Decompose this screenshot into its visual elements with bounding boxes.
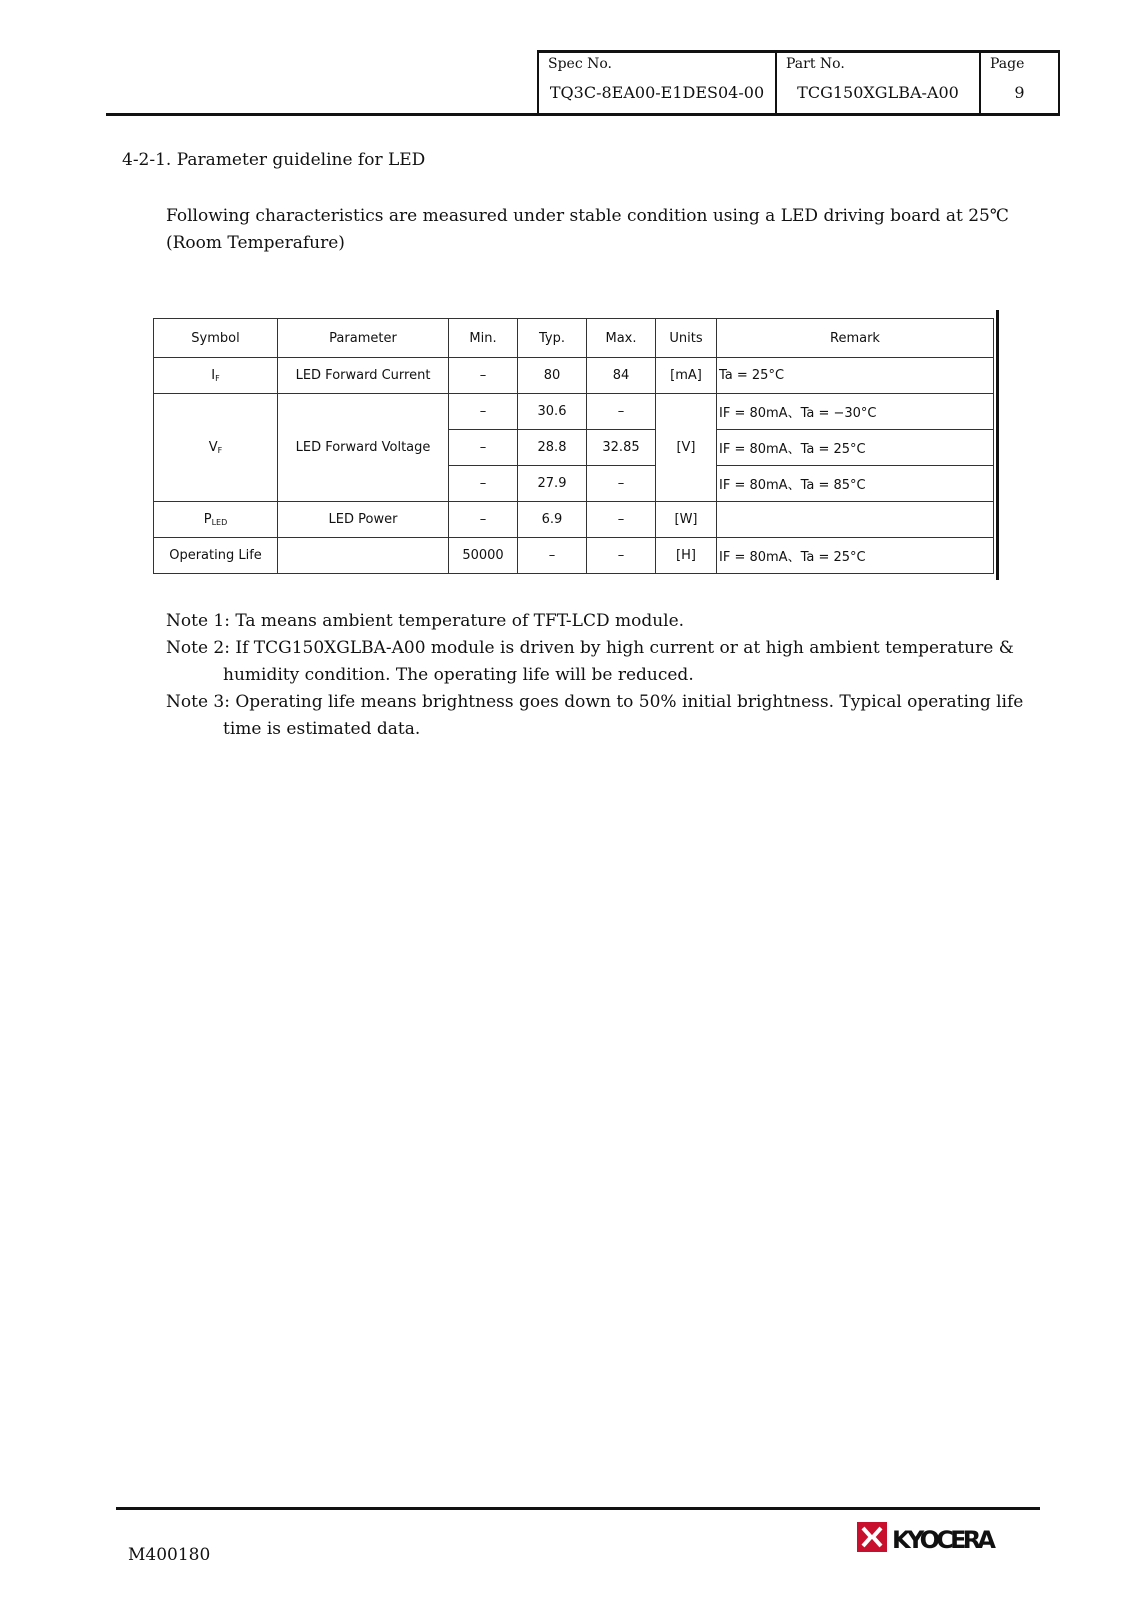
notes-block (166, 608, 1066, 743)
spec-no-value: TQ3C-8EA00-E1DES04-00 (549, 83, 765, 102)
typ-cell: 30.6 (518, 394, 587, 430)
table-row (154, 502, 994, 538)
min-cell: – (449, 394, 518, 430)
max-cell: – (587, 466, 656, 502)
units-cell: [H] (656, 538, 717, 574)
col-header-parameter: Parameter (278, 319, 449, 358)
note-2-line-1: Note 2: If TCG150XGLBA-A00 module is driven by high current or at high ambient temperature & (166, 638, 1014, 658)
max-cell: – (587, 394, 656, 430)
part-no-label: Part No. (786, 56, 845, 72)
col-header-max: Max. (587, 319, 656, 358)
note-3-line-2: time is estimated data. (223, 719, 421, 739)
parameter-cell (278, 538, 449, 574)
units-cell: [mA] (656, 358, 717, 394)
min-cell: – (449, 466, 518, 502)
note-3 (166, 689, 1066, 743)
remark-cell: IF = 80mA、Ta = −30°C (717, 394, 994, 430)
kyocera-logo-wordmark: KYOCERA (892, 1526, 996, 1554)
col-header-typ: Typ. (518, 319, 587, 358)
note-2-line-2: humidity condition. The operating life will be reduced. (223, 665, 694, 685)
table-row (154, 358, 994, 394)
table-row (154, 538, 994, 574)
table-header-row (154, 319, 994, 358)
kyocera-logo (855, 1518, 1000, 1556)
col-header-units: Units (656, 319, 717, 358)
symbol-subscript: F (217, 446, 223, 455)
symbol-text: V (208, 440, 218, 455)
remark-cell: IF = 80mA、Ta = 85°C (717, 466, 994, 502)
spec-no-label: Spec No. (548, 56, 613, 72)
table-row (154, 394, 994, 430)
symbol-cell (154, 502, 278, 538)
max-cell: 84 (587, 358, 656, 394)
parameter-cell: LED Forward Current (278, 358, 449, 394)
units-cell: [V] (656, 394, 717, 502)
min-cell: – (449, 430, 518, 466)
part-no-value: TCG150XGLBA-A00 (797, 83, 959, 102)
note-1: Note 1: Ta means ambient temperature of TFT-LCD module. (166, 611, 685, 631)
typ-cell: 27.9 (518, 466, 587, 502)
note-3-line-1: Note 3: Operating life means brightness goes down to 50% initial brightness. Typical operating life (166, 692, 1024, 712)
intro-line-1: Following characteristics are measured under stable condition using a LED driving board at 25℃ (166, 206, 1009, 226)
symbol-cell (154, 358, 278, 394)
symbol-subscript: F (215, 374, 220, 383)
symbol-text: P (203, 512, 212, 527)
symbol-cell: Operating Life (154, 538, 278, 574)
part-no-cell (777, 53, 981, 115)
spec-no-cell (539, 53, 777, 115)
kyocera-logo-mark (857, 1522, 887, 1552)
symbol-subscript: LED (211, 518, 228, 527)
min-cell: – (449, 358, 518, 394)
typ-cell: 28.8 (518, 430, 587, 466)
page-label: Page (990, 56, 1025, 72)
remark-cell: IF = 80mA、Ta = 25°C (717, 538, 994, 574)
document-code: M400180 (128, 1545, 211, 1565)
page-cell (981, 53, 1058, 115)
typ-cell: – (518, 538, 587, 574)
remark-cell: IF = 80mA、Ta = 25°C (717, 430, 994, 466)
section-intro (166, 203, 1046, 257)
note-2 (166, 635, 1066, 689)
section-heading: 4-2-1. Parameter guideline for LED (122, 150, 426, 170)
led-parameter-table (153, 318, 994, 574)
page-number: 9 (1014, 83, 1025, 102)
header-divider (106, 113, 1060, 116)
remark-cell (717, 502, 994, 538)
col-header-symbol: Symbol (154, 319, 278, 358)
min-cell: 50000 (449, 538, 518, 574)
symbol-cell (154, 394, 278, 502)
intro-line-2: (Room Temperafure) (166, 233, 345, 253)
col-header-remark: Remark (717, 319, 994, 358)
parameter-cell: LED Forward Voltage (278, 394, 449, 502)
symbol-text: I (211, 368, 216, 383)
max-cell: 32.85 (587, 430, 656, 466)
document-header (537, 50, 1060, 115)
typ-cell: 80 (518, 358, 587, 394)
revision-bar (996, 310, 999, 580)
col-header-min: Min. (449, 319, 518, 358)
min-cell: – (449, 502, 518, 538)
parameter-cell: LED Power (278, 502, 449, 538)
max-cell: – (587, 502, 656, 538)
typ-cell: 6.9 (518, 502, 587, 538)
units-cell: [W] (656, 502, 717, 538)
max-cell: – (587, 538, 656, 574)
footer-divider (116, 1507, 1040, 1510)
remark-cell: Ta = 25°C (717, 358, 994, 394)
